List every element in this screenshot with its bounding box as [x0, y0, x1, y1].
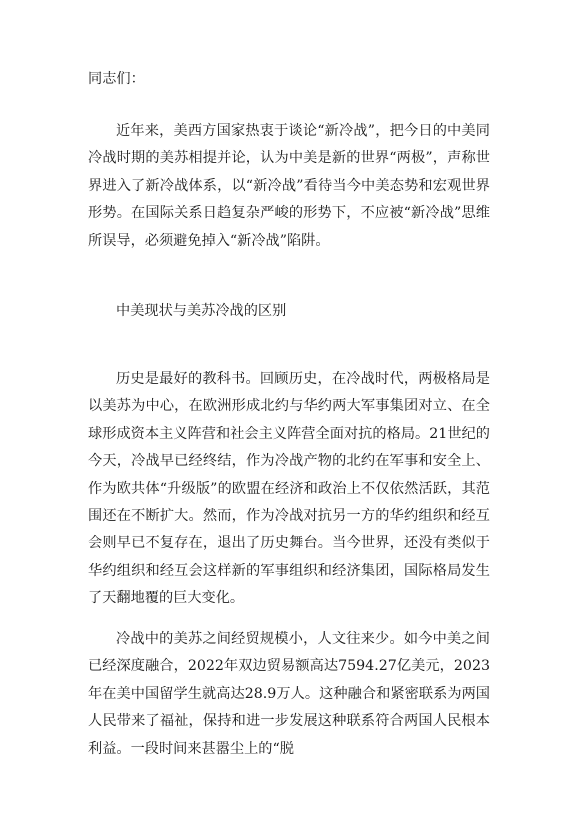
paragraph-2: 历史是最好的教科书。回顾历史，在冷战时代，两极格局是以美苏为中心，在欧洲形成北约与华约两大军事集团对立、在全球形成资本主义阵营和社会主义阵营全面对抗的格局。21世纪的今天，冷战早已经终结，作为冷战产物的北约在军事和安全上、作为欧共体“升级版”的欧盟在经济和政治上不仅依然活跃，其范围还在不断扩大。然而，作为冷战对抗另一方的华约组织和经互会则早已不复存在，退出了历史舞台。当今世界，还没有类似于华约组织和经互会这样新的军事组织和经济集团，国际格局发生了天翻地覆的巨大变化。 [88, 371, 490, 607]
salutation: 同志们： [88, 71, 145, 87]
section-heading: 中美现状与美苏冷战的区别 [116, 303, 287, 319]
paragraph-1: 近年来，美西方国家热衷于谈论“新冷战”，把今日的中美同冷战时期的美苏相提并论，认为中美是新的世界“两极”，声称世界进入了新冷战体系，以“新冷战”看待当今中美态势和宏观世界形势。在国际关系日趋复杂严峻的形势下，不应被“新冷战”思维所误导，必须避免掉入“新冷战”陷阱。 [88, 123, 490, 249]
paragraph-3: 冷战中的美苏之间经贸规模小，人文往来少。如今中美之间已经深度融合，2022年双边贸易额高达7594.27亿美元，2023年在美中国留学生就高达28.9万人。这种融合和紧密联系为两国人民带来了福祉，保持和进一步发展这种联系符合两国人民根本利益。一段时间来甚嚣尘上的“脱 [88, 631, 490, 757]
